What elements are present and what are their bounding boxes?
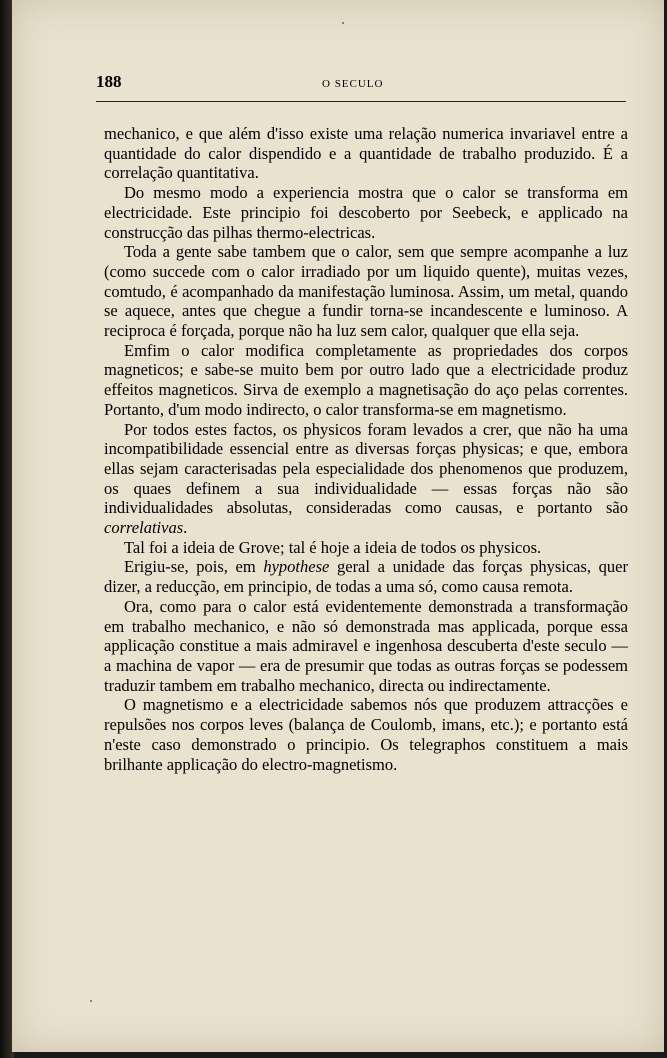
paragraph: mechanico, e que além d'isso existe uma relação numerica invariavel entre a quantidade do calor dispendido e a quantidade de trabalho produzido. É a correlação quantitativa. (104, 124, 628, 183)
paper-speck (90, 1000, 92, 1002)
italic-term: correlativas (104, 518, 184, 538)
paper-speck (342, 22, 344, 24)
paragraph: O magnetismo e a electricidade sabemos nós que produzem attracções e repulsões nos corpos leves (balança de Coulomb, imans, etc.); e portanto está n'este caso demonstrado o principio. Os telegraphos constituem a mais brilhante applicação do electro-magnetismo. (104, 695, 628, 774)
paragraph: Toda a gente sabe tambem que o calor, sem que sempre acompanhe a luz (como succede com o calor irradiado por um liquido quente), muitas vezes, comtudo, é acompanhado da manifestação luminosa. Assim, um metal, quando se aquece, antes que chegue a fundir torna-se incandescente e luminoso. A reciproca é forçada, porque não ha luz sem calor, qualquer que ella seja. (104, 242, 628, 341)
paragraph (104, 420, 628, 538)
paragraph (104, 557, 628, 596)
paragraph: Emfim o calor modifica completamente as propriedades dos corpos magneticos; e sabe-se muito bem por outro lado que a electricidade produz effeitos magneticos. Sirva de exemplo a magnetisação do aço pelas correntes. Portanto, d'um modo indirecto, o calor transforma-se em magnetismo. (104, 340, 628, 419)
paragraph-text: Erigiu-se, pois, em (124, 557, 264, 577)
paragraph: Ora, como para o calor está evidentemente demonstrada a transformação em trabalho mechanico, e não só demonstrada mas applicada, porque essa applicação constitue a mais admiravel e ingenhosa descuberta d'este seculo — a machina de vapor — era de presumir que todas as outras forças se podessem traduzir tambem em trabalho mechanico, directa ou indirectamente. (104, 596, 628, 695)
paragraph-text: geral a unidade das forças physicas, quer dizer, a reducção, em principio, de todas a uma só, como causa remota. (104, 557, 628, 597)
paragraph-text: Por todos estes factos, os physicos foram levados a crer, que não ha uma incompatibilidade essencial entre as diversas forças physicas; e que, embora ellas sejam caracterisadas pela especialidade dos phenomenos que produzem, os quaes definem a sua individualidade — essas forças não são individualidades absolutas, consideradas como causas, e portanto são (104, 419, 628, 518)
page-header (96, 72, 630, 96)
page-number: 188 (96, 72, 122, 91)
italic-term: hypothese (263, 557, 330, 577)
header-rule (96, 101, 626, 102)
running-title: O SECULO (322, 78, 384, 90)
paragraph: Do mesmo modo a experiencia mostra que o calor se transforma em electricidade. Este principio foi descoberto por Seebeck, e applicado na construcção das pilhas thermo-electricas. (104, 183, 628, 242)
paragraph: Tal foi a ideia de Grove; tal é hoje a ideia de todos os physicos. (124, 537, 542, 557)
paragraph-text: . (183, 518, 188, 538)
body-text (104, 124, 628, 774)
